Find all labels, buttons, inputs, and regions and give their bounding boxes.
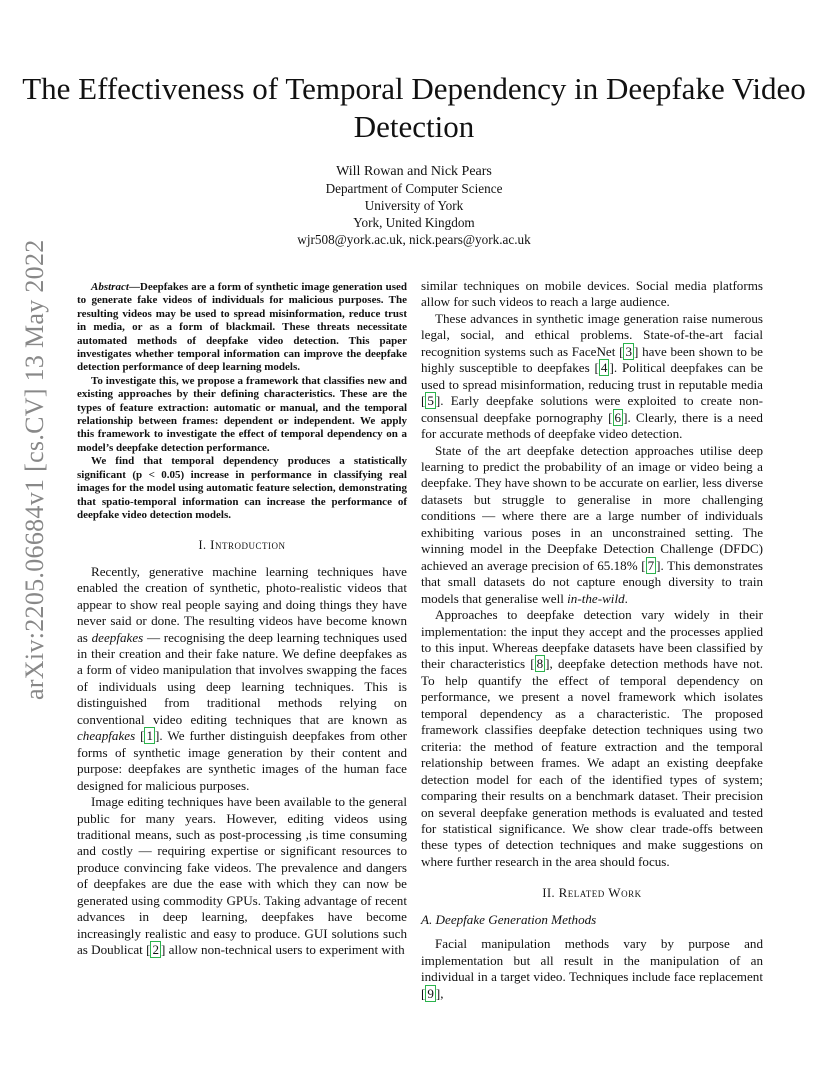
text-run: allow non-technical users to experiment with [165,942,405,958]
section-number: II. [542,886,556,901]
text-run: . Clearly, there is a need for accurate methods of deepfake video detection. [421,409,763,442]
text-run: . Early deepfake solutions were exploited to create non-consensual deepfake pornography [421,393,763,425]
abstract [77,281,407,522]
citation-link[interactable]: 4 [600,360,608,376]
emphasis: in-the-wild [567,590,625,606]
right-column [421,278,763,1002]
text-run: . [624,590,628,606]
citation-link[interactable]: 3 [625,343,632,359]
text-run: . We further distinguish deepfakes from other forms of synthetic image generation by their content and purpose: deepfakes are synthetic images of the human face designed for malicious purposes. [77,728,407,793]
section-number: I. [198,538,207,553]
intro-paragraph-3: These advances in synthetic image generation raise numerous legal, social, and ethical problems. State-of-the-art facial recognition systems such as FaceNet [ 3 ] have been shown to be highly susceptible to deepfakes [ 4 ]. Political deepfakes can be used to spread misinformation, reducing trust in reputable media [ 5 ]. Early deepfake solutions were exploited to create non-consensual deepfake pornography [ 6 ]. Clearly, there is a need for accurate methods of deepfake video detection. [421,310,763,442]
text-run: Recently, generative machine learning techniques have enabled the creation of synthetic, photo-realistic videos that appear to show real people saying and doing things they have never said or done. The resulting videos have become known as [77,563,407,645]
intro-paragraph-continued: similar techniques on mobile devices. Social media platforms allow for such videos to reach a large audience. [421,278,763,310]
text-run: . Political deepfakes can be used to spread misinformation, reducing trust in reputable media [421,360,763,392]
citation-link[interactable]: 1 [146,728,154,744]
intro-paragraph-1: Recently, generative machine learning techniques have enabled the creation of synthetic, photo-realistic videos that appear to show real people saying and doing things they have never said or done. The resulting videos have become known as deepfakes — recognising the deep learning techniques used in their creation and their fake nature. We define deepfakes as a form of video manipulation that involves swapping the faces of individuals using deep learning techniques. This is distinguished from traditional methods relying on conventional video editing techniques that are known as cheapfakes [ 1 ]. We further distinguish deepfakes from other forms of synthetic image generation by their content and purpose: deepfakes are synthetic images of the human face designed for malicious purposes. [77,563,407,793]
text-run: have been shown to be highly susceptible to deepfakes [421,343,763,376]
abstract-paragraph-1 [77,281,407,375]
author-emails: wjr508@york.ac.uk, nick.pears@york.ac.uk [297,232,531,247]
text-run: — recognising the deep learning techniques used in their creation and their fake nature. We define deepfakes as a form of video manipulation that involves swapping the faces of individuals using deep learning techniques. This is distinguished from traditional methods relying on conventional video editing techniques that are known as [77,629,407,727]
citation-link[interactable]: 6 [614,409,622,425]
author-names: Will Rowan and Nick Pears [336,164,492,179]
text-run: , [440,985,444,1001]
affiliation-location: York, United Kingdom [353,215,475,230]
intro-paragraph-5: Approaches to deepfake detection vary widely in their implementation: the input they accept and the processes applied to this input. Whereas deepfake datasets have been classified by their characteristics [ 8 ], deepfake detection methods have not. To help quantify the effect of temporal dependency on performance, we present a novel framework which isolates temporal dependency as a characteristic. The proposed framework classifies deepfake detection techniques using two criteria: the method of feature extraction and the temporal relationship between frames. We adapt an existing deepfake detection model for each of the identified types of system; comparing their results on a benchmark dataset. Their precision on several deepfake generation methods is evaluated and tested for statistical significance. We show clear trade-offs between these types of detection techniques and make suggestions on where further research in the area should focus. [421,607,763,869]
citation-link[interactable]: 7 [647,557,655,573]
section-heading-related-work [421,885,763,901]
paper-title: The Effectiveness of Temporal Dependency in Deepfake Video Detection [22,71,806,144]
citation-link[interactable]: 5 [427,393,434,409]
related-paragraph-1: Facial manipulation methods vary by purpose and implementation but all result in the manipulation of an individual in a target video. Techniques include face replacement [ 9 ], [421,936,763,1001]
text-run: . This demonstrates that small datasets do not capture enough diversity to train models that generalise well [421,557,763,606]
subsection-heading: A. Deepfake Generation Methods [421,911,597,927]
text-run: Approaches to deepfake detection vary widely in their implementation: the input they accept and the processes applied to this input. Whereas deepfake datasets have been classified by their characteristics [421,607,763,672]
section-title: Related Work [558,885,642,901]
abstract-paragraph-3: We find that temporal dependency produces a statistically significant (p < 0.05) increase in performance in classifying real images for the model using automatic feature selection, demonstrating that spatio-temporal information can increase the performance of deepfake video detection models. [77,455,407,521]
text-run: Image editing techniques have been available to the general public for many years. However, editing videos using traditional means, such as post-processing ,is time consuming and costly — requiring expertise or significant resources to produce convincing fake videos. The prevalence and dangers of deepfakes are due the ease with which they can now be generated using commodity GPUs. Taking advantage of recent advances in deep learning, deepfakes have become increasingly realistic and easy to produce. GUI solutions such as Doublicat [77,794,407,958]
intro-paragraph-4: State of the art deepfake detection approaches utilise deep learning to predict the probability of an image or video being a deepfake. They have shown to be accurate on earlier, less diverse datasets but struggle to generalise in more challenging conditions — where there are a large number of individuals exhibiting various poses in an unconstrained setting. The winning model in the Deepfake Detection Challenge (DFDC) achieved an average precision of 65.18% [ 7 ]. This demonstrates that small datasets do not capture enough diversity to train models that generalise well in-the-wild. [421,442,763,606]
affiliation-dept: Department of Computer Science [325,181,503,196]
abstract-label: Abstract [91,281,129,293]
citation-link[interactable]: 8 [536,656,544,672]
text-run: State of the art deepfake detection approaches utilise deep learning to predict the probability of an image or video being a deepfake. They have shown to be accurate on earlier, less diverse datasets but struggle to generalise in more challenging conditions — where there are a large number of individuals exhibiting various poses in an unconstrained setting. The winning model in the Deepfake Detection Challenge (DFDC) achieved an average precision of 65.18% [421,442,763,573]
citation-link[interactable]: 2 [152,942,160,958]
section-heading-introduction [77,537,407,553]
text-run: These advances in synthetic image generation raise numerous legal, social, and ethical problems. State-of-the-art facial recognition systems such as FaceNet [421,310,763,359]
section-title: Introduction [210,537,286,553]
left-column [77,281,407,959]
text-run: Facial manipulation methods vary by purpose and implementation but all result in the manipulation of an individual in a target video. Techniques include face replacement [421,936,763,985]
text-run: , deepfake detection methods have not. To help quantify the effect of temporal dependency on performance, we present a novel framework which isolates temporal dependency as a characteristic. The proposed framework classifies deepfake detection techniques using two criteria: the method of feature extraction and the temporal relationship between frames. We adapt an existing deepfake detection model for each of the identified types of system; comparing their results on a benchmark dataset. Their precision on several deepfake generation methods is evaluated and tested for statistical significance. We show clear trade-offs between these types of detection techniques and make suggestions on where further research in the area should focus. [421,656,763,869]
citation-link[interactable]: 9 [427,985,434,1001]
abstract-paragraph-2: To investigate this, we propose a framework that classifies new and existing approaches by their defining characteristics. These are the types of feature extraction: automatic or manual, and the temporal relationship between frames: dependent or independent. We apply this framework to investigate the effect of temporal dependency on a model’s deepfake detection performance. [77,374,407,454]
affiliation-univ: University of York [364,198,464,213]
emphasis: cheapfakes [77,728,136,744]
arxiv-stamp: arXiv:2205.06684v1 [cs.CV] 13 May 2022 [20,239,49,700]
emphasis: deepfakes [91,629,144,645]
author-block [0,163,828,248]
intro-paragraph-2: Image editing techniques have been available to the general public for many years. However, editing videos using traditional means, such as post-processing ,is time consuming and costly — requiring expertise or significant resources to produce convincing fake videos. The prevalence and dangers of deepfakes are due the ease with which they can now be generated using commodity GPUs. Taking advantage of recent advances in deep learning, deepfakes have become increasingly realistic and easy to produce. GUI solutions such as Doublicat [ 2 ] allow non-technical users to experiment with [77,794,407,958]
abstract-text-1: —Deepfakes are a form of synthetic image generation used to generate fake videos of individuals for malicious purposes. The resulting videos may be used to spread misinformation, reduce trust in media, or as a form of blackmail. These threats necessitate automated methods of deepfake video detection. This paper investigates whether temporal information can improve the deepfake detection performance of deep learning models. [77,281,407,374]
